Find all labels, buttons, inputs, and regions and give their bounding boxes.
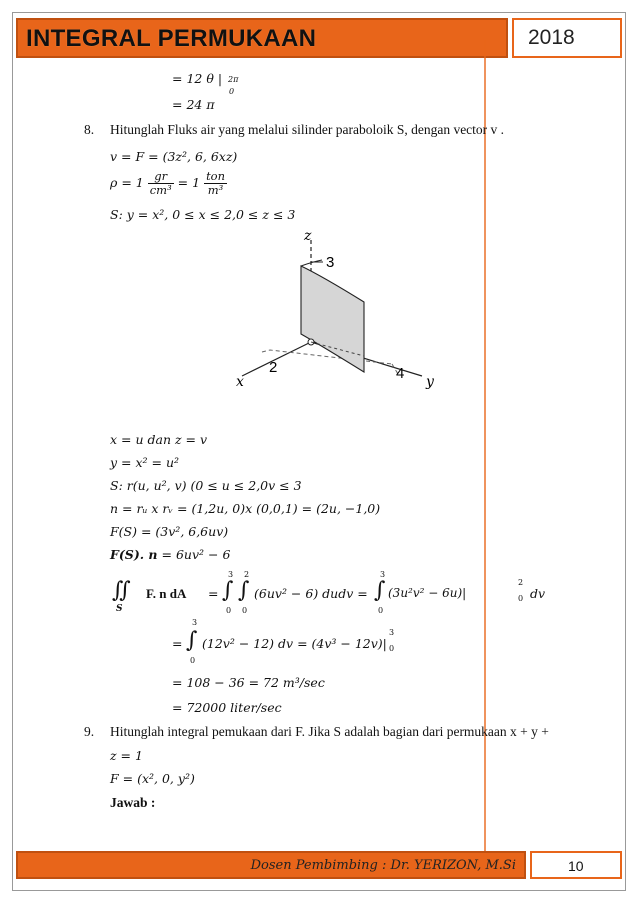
- rho-num-2: ton: [206, 169, 226, 183]
- line2-int-lower: 0: [190, 656, 196, 665]
- eval1-lower: 0: [518, 594, 524, 603]
- integral-label: F. n dA: [146, 586, 187, 601]
- rho-num-1: gr: [148, 170, 174, 184]
- tick-3: 3: [326, 254, 335, 271]
- q9-text-2: z = 1: [110, 748, 143, 763]
- prev-lower-limit: 0: [229, 87, 235, 96]
- y-label: y: [426, 374, 434, 390]
- footer-author: Dosen Pembimbing : Dr. YERIZON, M.Si: [250, 858, 516, 873]
- q8-rho-eq: [110, 170, 227, 197]
- q9-number: 9.: [84, 724, 95, 739]
- integral-sub-s: S: [116, 604, 123, 614]
- q8-v-eq: v = F = (3z², 6, 6xz): [110, 149, 238, 164]
- rho-mid: = 1: [177, 175, 201, 190]
- rho-lhs: ρ = 1: [110, 175, 144, 190]
- rho-frac-1: [148, 170, 174, 197]
- q8-s-eq: S: y = x², 0 ≤ x ≤ 2,0 ≤ z ≤ 3: [110, 207, 296, 222]
- prev-eq-1: = 12 θ |: [172, 71, 223, 86]
- surface-s: [301, 266, 364, 372]
- integral-sign-v: ∫: [238, 578, 250, 603]
- equals-2: =: [172, 636, 183, 651]
- line2-expr: (12v² − 12) dv = (4v³ − 12v)|: [202, 636, 387, 651]
- q9-text: Hitunglah integral pemukaan dari F. Jika S adalah bagian dari permukaan x + y +: [110, 724, 549, 739]
- r-upper: 3: [380, 570, 386, 579]
- equals-1: =: [208, 586, 219, 601]
- page-number: 10: [568, 858, 584, 874]
- double-integral-sign: ∬: [112, 578, 131, 603]
- page-footer: [16, 851, 622, 879]
- header-year-box: [512, 18, 622, 58]
- page-header: [16, 18, 622, 58]
- q9-answer: Jawab :: [110, 795, 156, 810]
- q9-f-eq: F = (x², 0, y²): [110, 771, 195, 786]
- integral-expr-2: [388, 586, 466, 600]
- integral-sign-line2: ∫: [186, 628, 198, 653]
- dot-eq-bold: F(S). n: [110, 547, 158, 562]
- step-5: F(S) = (3v², 6,6uv): [110, 524, 229, 539]
- q8-text: Hitunglah Fluks air yang melalui silinder paraboloik S, dengan vector v .: [110, 122, 505, 137]
- rho-frac-2: [204, 170, 227, 197]
- dot-eq-rest: = 6uv² − 6: [157, 547, 231, 562]
- line2-eval-lower: 0: [389, 644, 395, 653]
- header-year: 2018: [528, 26, 575, 49]
- u-lower: 0: [226, 606, 232, 615]
- integral-sign-r: ∫: [374, 578, 386, 603]
- dot-product-eq: [110, 547, 230, 562]
- line2-int-upper: 3: [192, 618, 198, 627]
- result-1: = 108 − 36 = 72 m³/sec: [172, 675, 325, 690]
- integral-sign-u: ∫: [222, 578, 234, 603]
- surface-top-edge: [301, 260, 322, 266]
- q8-number: 8.: [84, 122, 95, 137]
- header-title: INTEGRAL PERMUKAAN: [26, 25, 317, 52]
- rho-den-2: m³: [207, 183, 224, 197]
- x-label: x: [236, 374, 244, 390]
- eval1-upper: 2: [518, 578, 524, 587]
- step-3: S: r(u, u², v) (0 ≤ u ≤ 2,0v ≤ 3: [110, 478, 302, 493]
- r-lower: 0: [378, 606, 384, 615]
- footer-author-box: [16, 851, 526, 879]
- rho-den-1: cm³: [149, 183, 172, 197]
- page-frame: [12, 12, 626, 891]
- step-2: y = x² = u²: [110, 455, 180, 470]
- z-label: z: [304, 228, 312, 244]
- int-dv: dv: [530, 586, 546, 601]
- v-upper: 2: [244, 570, 250, 579]
- integral-line-2: [172, 618, 472, 666]
- prev-line-1: [172, 71, 240, 96]
- tick-4: 4: [396, 365, 405, 382]
- tick-2: 2: [269, 359, 278, 376]
- result-2: = 72000 liter/sec: [172, 700, 282, 715]
- footer-page-box: [530, 851, 622, 879]
- header-title-box: [16, 18, 508, 58]
- step-4: n = rᵤ x rᵥ = (1,2u, 0)x (0,0,1) = (2u, −1,0): [110, 501, 381, 516]
- integral-expr-1: (6uv² − 6) dudv =: [254, 586, 368, 601]
- prev-line-2: = 24 π: [172, 97, 215, 112]
- expr-2-text: (3u²v² − 6u)|: [388, 586, 467, 600]
- line2-eval-upper: 3: [389, 628, 395, 637]
- prev-upper-limit: 2π: [228, 75, 239, 84]
- u-upper: 3: [228, 570, 234, 579]
- step-1: x = u dan z = v: [110, 432, 208, 447]
- paraboloid-cylinder-figure: [222, 226, 458, 398]
- v-lower: 0: [242, 606, 248, 615]
